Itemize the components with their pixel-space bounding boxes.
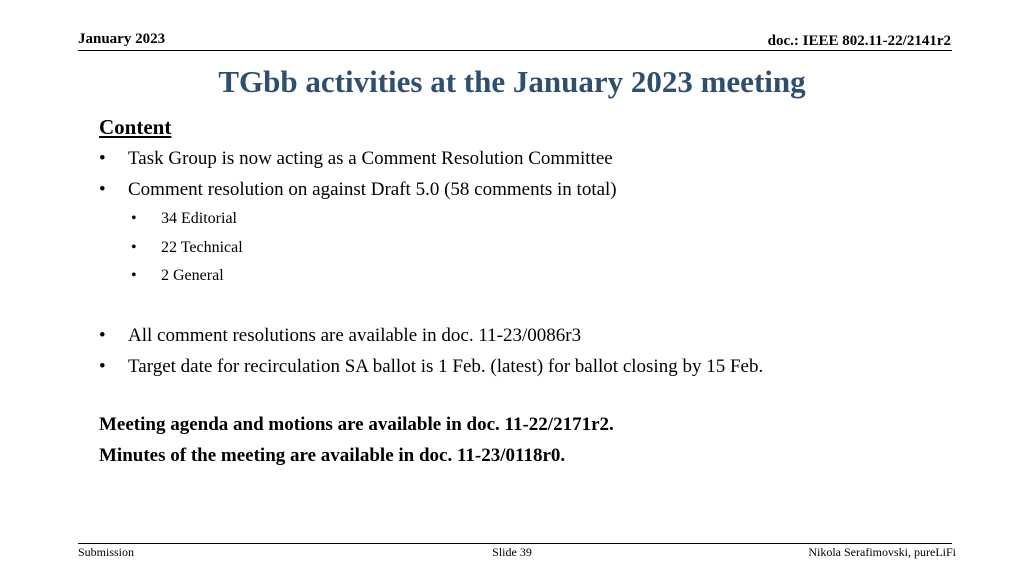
- footer-divider: [78, 543, 952, 544]
- spacer: [99, 382, 979, 409]
- list-item-text: All comment resolutions are available in doc. 11-23/0086r3: [128, 324, 582, 346]
- slide-body: [99, 113, 979, 471]
- bullet-symbol: •: [99, 355, 106, 377]
- bullet-symbol: •: [99, 179, 106, 200]
- sub-list-item-text: 34 Editorial: [161, 210, 237, 227]
- sub-list-item-text: 2 General: [161, 267, 224, 284]
- list-item-text: Target date for recirculation SA ballot is 1 Feb. (latest) for ballot closing by 15 Feb.: [128, 355, 764, 377]
- header-divider: [78, 50, 952, 51]
- sub-list-item: [99, 262, 979, 291]
- bullet-symbol: •: [131, 238, 137, 256]
- footer-author: Nikola Serafimovski, pureLiFi: [808, 545, 956, 559]
- list-item: [99, 320, 979, 351]
- list-item: [99, 143, 979, 174]
- header-doc-id: doc.: IEEE 802.11-22/2141r2: [767, 33, 951, 49]
- sub-list-item-text: 22 Technical: [161, 238, 243, 256]
- list-item-text: Task Group is now acting as a Comment Resolution Committee: [128, 148, 613, 169]
- footer-slide-number: Slide 39: [492, 545, 532, 559]
- bullet-list-secondary: [99, 320, 979, 382]
- bullet-list-primary: [99, 143, 979, 291]
- header-date: January 2023: [78, 31, 166, 47]
- footer-submission: Submission: [78, 545, 135, 559]
- list-item: [99, 174, 979, 205]
- minutes-note: Minutes of the meeting are available in doc. 11-23/0118r0.: [99, 444, 566, 466]
- list-item: [99, 351, 979, 382]
- spacer: [99, 291, 979, 320]
- bullet-symbol: •: [131, 267, 137, 284]
- bullet-symbol: •: [99, 324, 106, 346]
- bullet-symbol: •: [99, 148, 106, 169]
- sub-list-item: [99, 205, 979, 234]
- sub-list-item: [99, 234, 979, 263]
- list-item-text: Comment resolution on against Draft 5.0 (58 comments in total): [128, 179, 617, 200]
- slide-title: TGbb activities at the January 2023 meeting: [218, 64, 806, 99]
- bullet-symbol: •: [131, 210, 137, 227]
- agenda-note: Meeting agenda and motions are available in doc. 11-22/2171r2.: [99, 413, 614, 435]
- content-heading: Content: [99, 115, 172, 139]
